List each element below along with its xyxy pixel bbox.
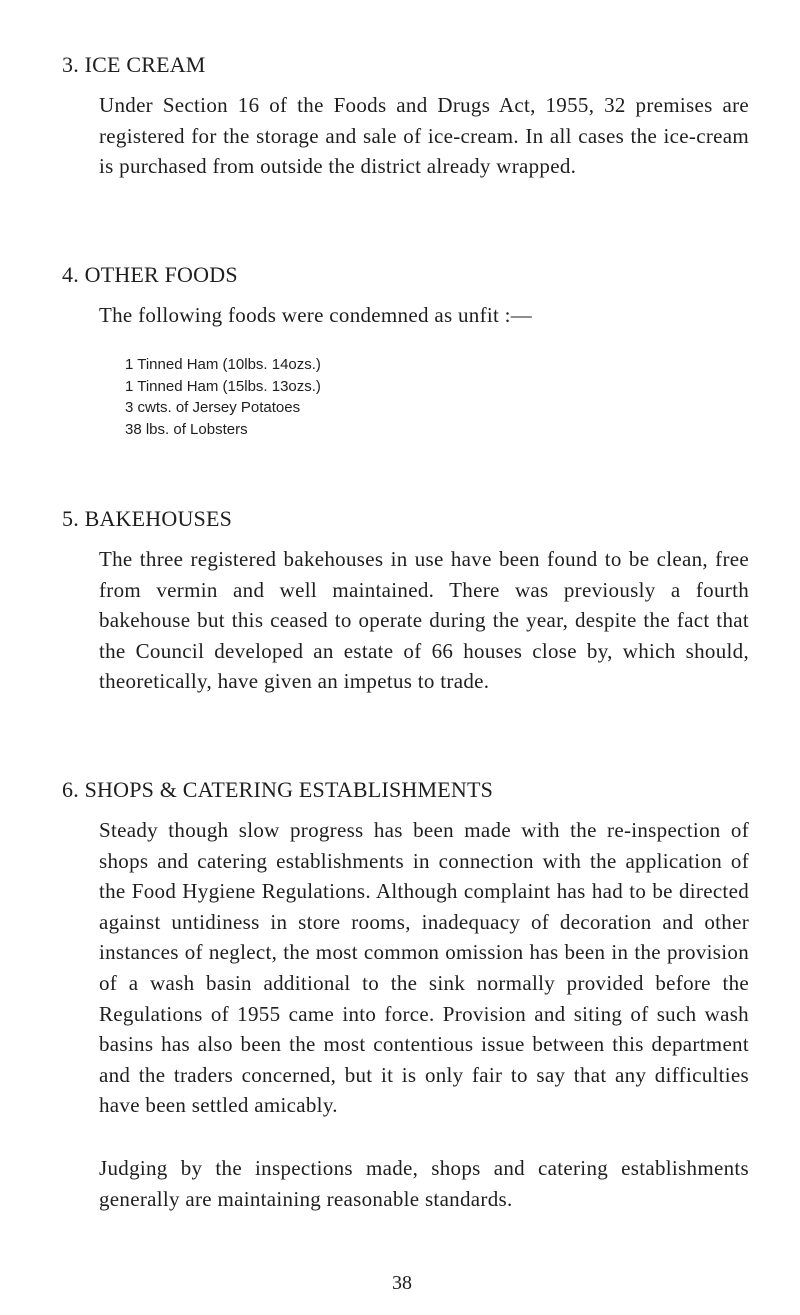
ice-cream-paragraph: Under Section 16 of the Foods and Drugs Act, 1955, 32 premises are registered for the storage and sale of ice-cream. In all cases the ice-cream is purchased from outside the district already wrapped. (99, 93, 749, 179)
shops-catering-paragraph: Steady though slow progress has been made with the re-inspection of shops and catering establishments in connection with the application of the Food Hygiene Regulations. Although complaint has had to be directed against untidiness in store rooms, inadequacy of decoration and other instances of neglect, the most common omission has been in the provision of a wash basin additional to the sink normally provided before the Regulations of 1955 came into force. Provision and siting of such wash basins has also been the most contentious issue between this department and the traders concerned, but it is only fair to say that any difficulties have been settled amicably. (99, 818, 749, 1118)
section-heading-ice-cream: 3. ICE CREAM (62, 52, 206, 77)
list-item: 1 Tinned Ham (15lbs. 13ozs.) (125, 377, 321, 395)
condemned-foods-list (125, 354, 321, 440)
list-item: 38 lbs. of Lobsters (125, 420, 248, 438)
list-item: 3 cwts. of Jersey Potatoes (125, 399, 301, 416)
bakehouses-paragraph: The three registered bakehouses in use have been found to be clean, free from vermin and well maintained. There was previously a fourth bakehouse but this ceased to operate during the year, despite the fact that the Council developed an estate of 66 houses close by, which should, theoretically, have given an impetus to trade. (99, 547, 749, 694)
shops-catering-closing-paragraph: Judging by the inspections made, shops and catering establishments generally are maintaining reasonable standards. (99, 1156, 749, 1211)
section-heading-other-foods: 4. OTHER FOODS (62, 262, 238, 287)
section-heading-bakehouses: 5. BAKEHOUSES (62, 506, 233, 531)
section-heading-shops-catering: 6. SHOPS & CATERING ESTABLISHMENTS (62, 777, 494, 802)
other-foods-intro: The following foods were condemned as unfit :— (99, 303, 533, 327)
page-number: 38 (392, 1272, 412, 1294)
list-item: 1 Tinned Ham (10lbs. 14ozs.) (125, 356, 321, 373)
